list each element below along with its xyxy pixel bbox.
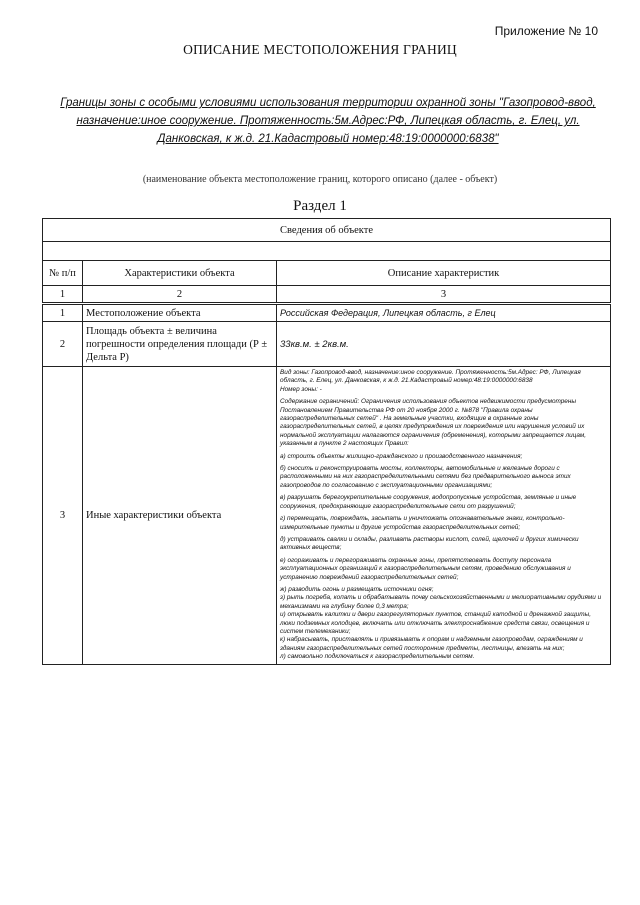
table-row: [43, 367, 611, 665]
row-description: Российская Федерация, Липецкая область, г Елец: [277, 304, 611, 322]
column-number-3: 3: [277, 286, 611, 304]
row-characteristic: Площадь объекта ± величина погрешности определения площади (Р ± Дельта Р): [83, 322, 277, 367]
restriction-item: к) набрасывать, приставлять и привязывать к опорам и надземным газопроводам, ограждениям и зданиям газораспределительных сетей посторонние предметы, лестницы, влезать на них;: [280, 636, 583, 652]
table-row: [43, 304, 611, 322]
document-title: ОПИСАНИЕ МЕСТОПОЛОЖЕНИЯ ГРАНИЦ: [183, 42, 457, 57]
row-characteristic: Иные характеристики объекта: [83, 367, 277, 665]
row-characteristic: Местоположение объекта: [83, 304, 277, 322]
table-title-row: [43, 219, 611, 242]
table-row: [43, 322, 611, 367]
table-column-header-row: [43, 261, 611, 286]
object-caption: (наименование объекта местоположение границ, которого описано (далее - объект): [142, 174, 498, 185]
other-restrictions: Содержание ограничений: Ограничения использования объектов недвижимости предусмотрены Постановлением Правительства РФ от 20 ноября 2000 г. №878 "Правила охраны газораспределительных сетей" . На земельные участки, входящие в охранные зоны газораспределительных сетей, в целях предупреждения их повреждения или нарушения условий их нормальной эксплуатации налагаются ограничения (обременения), которыми запрещается лицам, указанным в пункте 2 настоящих Правил:: [280, 398, 587, 448]
table-column-number-row: [43, 286, 611, 304]
row-number: 2: [43, 322, 83, 367]
column-number-1: 1: [43, 286, 83, 304]
section-title: Раздел 1: [293, 198, 347, 214]
object-info-table: [42, 218, 611, 665]
column-header-description: Описание характеристик: [277, 261, 611, 286]
other-zone-type: Вид зоны: Газопровод-ввод, назначение:иное сооружение. Протяженность:5м.Адрес: РФ, Липецкая область, г. Елец, ул. Данковская, к ж.д. 21.Кадастровый номер:48:19:0000000:6838: [280, 369, 581, 385]
restriction-item: д) устраивать свалки и склады, разливать растворы кислот, солей, щелочей и других химически активных веществ;: [280, 535, 579, 552]
restriction-item: г) перемещать, повреждать, засыпать и уничтожать опознавательные знаки, контрольно-измерительные пункты и другие устройства газораспределительных сетей;: [280, 515, 565, 531]
restriction-item: а) строить объекты жилищно-гражданского и производственного назначения;: [280, 452, 523, 460]
restriction-item: в) разрушать берегоукрепительные сооружения, водопропускные устройства, земляные и иные сооружения, предохраняющие газораспределительные сети от разрушений;: [280, 494, 577, 510]
restriction-item: е) огораживать и перегораживать охранные зоны, препятствовать доступу персонала эксплуатационных организаций к газораспределительным сетям, проведению обслуживания и устранению повреждений газораспределительных сетей;: [280, 556, 571, 581]
restriction-item: з) рыть погреба, копать и обрабатывать почву сельскохозяйственными и мелиоративными орудиями и механизмами на глубину более 0,3 метра;: [280, 594, 602, 610]
restriction-item: и) открывать калитки и двери газорегуляторных пунктов, станций катодной и дренажной защиты, люки подземных колодцев, включать или отключать электроснабжение средств связи, освещения и систем телемеханики;: [280, 611, 592, 635]
column-header-characteristic: Характеристики объекта: [83, 261, 277, 286]
other-characteristics-description: [277, 367, 611, 665]
other-zone-number: Номер зоны: -: [280, 385, 322, 393]
restriction-item: ж) разводить огонь и размещать источники огня;: [280, 585, 434, 593]
row-number: 3: [43, 367, 83, 665]
restriction-item: б) сносить и реконструировать мосты, коллекторы, автомобильные и железные дороги с расположенными на них газораспределительными сетями без предварительного выноса этих газопроводов по согласованию с эксплуатационными организациями;: [280, 465, 571, 489]
restriction-item: л) самовольно подключаться к газораспределительным сетям.: [280, 653, 475, 661]
table-title: Сведения об объекте: [43, 219, 611, 242]
appendix-label: Приложение № 10: [494, 24, 598, 38]
row-description: 33кв.м. ± 2кв.м.: [277, 322, 611, 367]
column-number-2: 2: [83, 286, 277, 304]
object-name: Границы зоны с особыми условиями использования территории охранной зоны "Газопровод-ввод, назначение:иное сооружение. Протяженность:5м.Адрес:РФ, Липецкая область, г. Елец, ул. Данковская, к ж.д. 21.Кадастровый номер:48:19:0000000:6838": [60, 97, 596, 145]
table-spacer-cell: [43, 242, 611, 261]
row-number: 1: [43, 304, 83, 322]
table-spacer-row: [43, 242, 611, 261]
column-header-num: № п/п: [43, 261, 83, 286]
